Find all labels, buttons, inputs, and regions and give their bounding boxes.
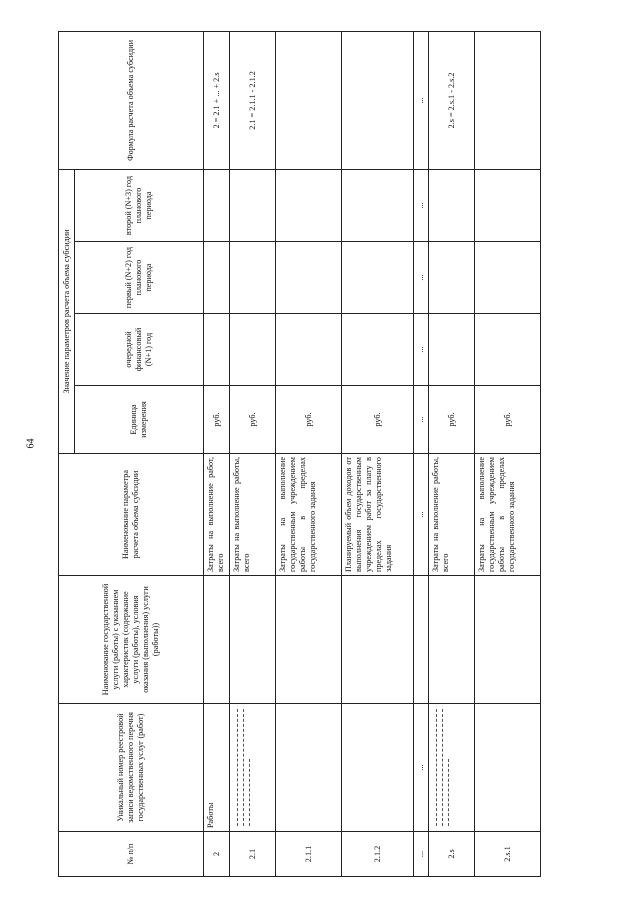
header-formula: Формула расчета объема субсидии (59, 31, 204, 169)
row-y1 (429, 314, 475, 386)
row-y3 (230, 169, 276, 241)
row-param: ... (414, 454, 429, 576)
row-formula: ... (414, 31, 429, 169)
table-row (230, 31, 276, 876)
header-param: Наименование параметра расчета объема субсидии (59, 454, 204, 576)
row-param: Затраты на выполнение государственным учреждением работы в пределах государственного задания (276, 454, 342, 576)
row-param: Затраты на выполнение работы, всего (429, 454, 475, 576)
row-unit: руб. (204, 386, 230, 454)
row-y2 (429, 242, 475, 314)
row-registry: Работы (204, 704, 230, 832)
row-param: Затраты на выполнение государственным учреждением работы в пределах государственного задания (475, 454, 541, 576)
table-row (475, 31, 541, 876)
row-unit: руб. (342, 386, 414, 454)
row-registry (475, 704, 541, 832)
row-registry-placeholder (429, 704, 475, 832)
header-year1: очередной финансовый (N+1) год (75, 314, 204, 386)
row-registry: ... (414, 704, 429, 832)
row-service (342, 576, 414, 704)
table-row (429, 31, 475, 876)
row-y1 (276, 314, 342, 386)
row-y2 (475, 242, 541, 314)
row-y1 (204, 314, 230, 386)
row-unit: ... (414, 386, 429, 454)
header-registry: Уникальный номер реестровой записи ведомственного перечня государственных услуг (работ) (59, 704, 204, 832)
row-registry (342, 704, 414, 832)
row-param: Затраты на выполнение работы, всего (230, 454, 276, 576)
header-year3: второй (N+3) год планового периода (75, 169, 204, 241)
rotated-table-container (58, 32, 588, 877)
header-values-group: Значение параметров расчета объема субсидии (59, 169, 75, 453)
row-formula (342, 31, 414, 169)
row-unit: руб. (475, 386, 541, 454)
row-no: ... (414, 832, 429, 877)
row-no: 2 (204, 832, 230, 877)
page-number: 64 (25, 438, 37, 449)
header-year2: первый (N+2) год планового периода (75, 242, 204, 314)
row-y1 (475, 314, 541, 386)
row-no: 2.s (429, 832, 475, 877)
row-service (414, 576, 429, 704)
row-service (204, 576, 230, 704)
row-y2 (276, 242, 342, 314)
row-y1 (230, 314, 276, 386)
row-no: 2.1.1 (276, 832, 342, 877)
row-y1 (342, 314, 414, 386)
row-service (429, 576, 475, 704)
row-service (230, 576, 276, 704)
row-y2 (342, 242, 414, 314)
row-service (276, 576, 342, 704)
row-registry (276, 704, 342, 832)
row-unit: руб. (230, 386, 276, 454)
header-no: № п/п (59, 832, 204, 877)
subsidy-calculation-table (58, 31, 541, 877)
row-formula (475, 31, 541, 169)
header-unit: Единица измерения (75, 386, 204, 454)
table-row (414, 31, 429, 876)
row-formula: 2.s = 2.s.1 - 2.s.2 (429, 31, 475, 169)
row-no: 2.s.1 (475, 832, 541, 877)
table-row (342, 31, 414, 876)
row-no: 2.1 (230, 832, 276, 877)
row-no: 2.1.2 (342, 832, 414, 877)
row-service (475, 576, 541, 704)
row-y3 (342, 169, 414, 241)
table-row (204, 31, 230, 876)
row-formula (276, 31, 342, 169)
row-y3 (429, 169, 475, 241)
row-y2: ... (414, 242, 429, 314)
row-y3 (204, 169, 230, 241)
row-y3 (276, 169, 342, 241)
header-service: Наименование государственной услуги (работы) с указанием характеристик (содержание услуги (работы), условия оказания (выполнения) услуги (работы)) (59, 576, 204, 704)
row-param: Затраты на выполнение работ, всего (204, 454, 230, 576)
row-param: Планируемый объем доходов от выполнения государственным учреждением работ за плату в пределах государственного задания (342, 454, 414, 576)
row-y1: ... (414, 314, 429, 386)
row-registry-placeholder (230, 704, 276, 832)
row-unit: руб. (429, 386, 475, 454)
row-y2 (230, 242, 276, 314)
row-y3: ... (414, 169, 429, 241)
row-y2 (204, 242, 230, 314)
row-formula: 2.1 = 2.1.1 - 2.1.2 (230, 31, 276, 169)
row-unit: руб. (276, 386, 342, 454)
table-row (276, 31, 342, 876)
row-y3 (475, 169, 541, 241)
row-formula: 2 = 2.1 + ... + 2.s (204, 31, 230, 169)
